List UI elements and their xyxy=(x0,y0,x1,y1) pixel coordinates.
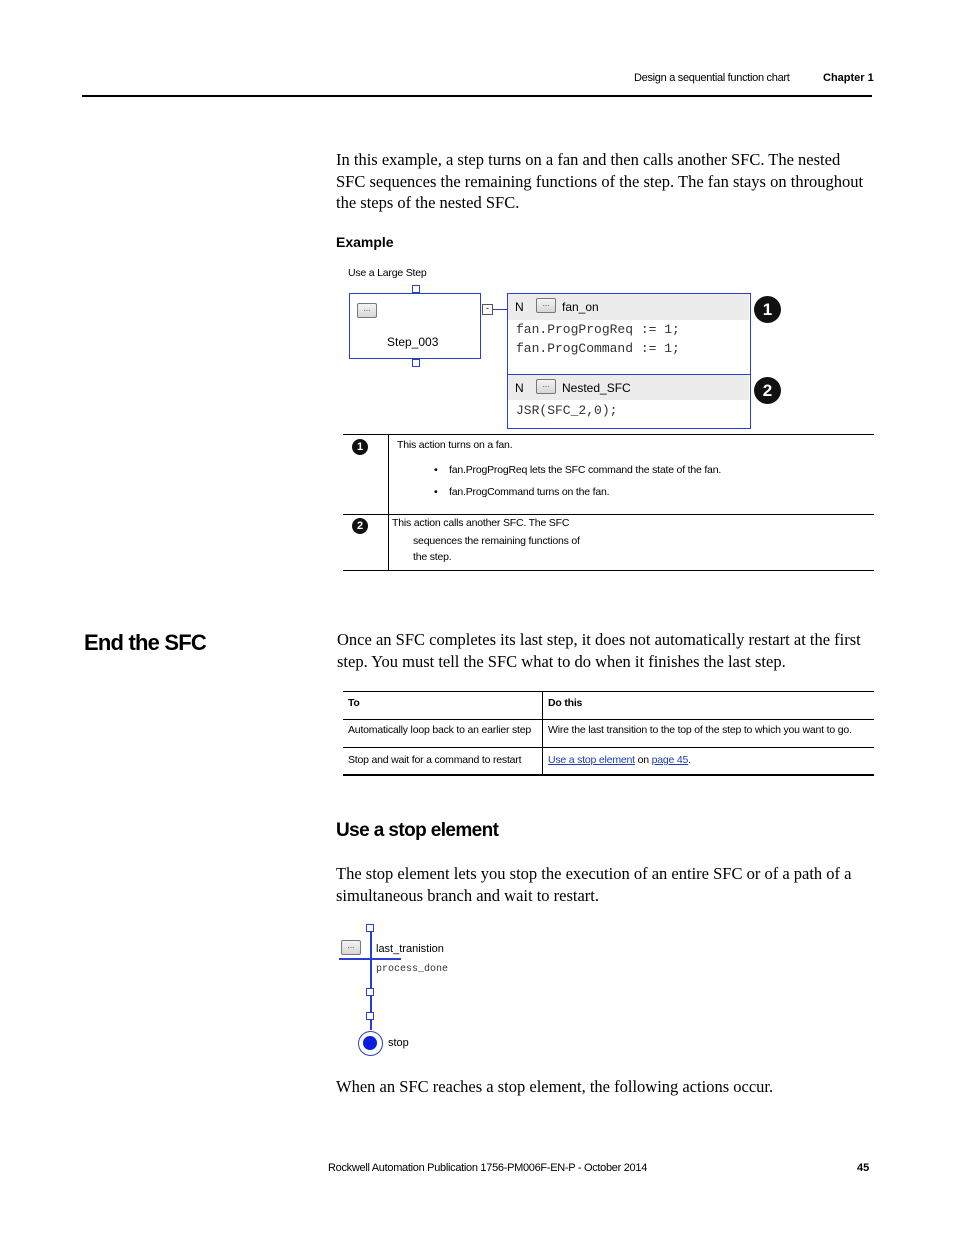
transition-bottom-connector[interactable] xyxy=(366,988,374,996)
row2-do-mid: on xyxy=(634,754,652,766)
stop-icon-center xyxy=(363,1036,377,1050)
legend-mid-rule xyxy=(343,514,874,515)
action-nested-sfc-name: Nested_SFC xyxy=(562,381,631,395)
transition-options-button[interactable]: ... xyxy=(341,940,361,955)
action-fan-on-name: fan_on xyxy=(562,300,599,314)
end-table-bottom-rule xyxy=(343,774,874,776)
section-heading-end-sfc: End the SFC xyxy=(84,630,206,655)
step-top-connector[interactable] xyxy=(412,285,420,293)
transition-condition: process_done xyxy=(376,964,449,975)
collapse-actions-button[interactable]: - xyxy=(482,304,493,315)
step-options-button[interactable]: ... xyxy=(357,303,377,318)
example-heading: Example xyxy=(336,234,394,250)
transition-name: last_tranistion xyxy=(376,943,444,955)
step-box[interactable] xyxy=(349,293,481,359)
legend-row1-bullet: • fan.ProgProgReq lets the SFC command the state of the fan. xyxy=(434,459,854,481)
step-bottom-connector[interactable] xyxy=(412,359,420,367)
legend-row2-line2: sequences the remaining functions of xyxy=(413,535,580,547)
action-nested-sfc[interactable] xyxy=(507,374,751,429)
legend-row2-line1: This action calls another SFC. The SFC xyxy=(392,517,570,529)
end-table-row-rule xyxy=(343,747,874,748)
legend-row1-text: This action turns on a fan. xyxy=(397,439,513,451)
end-table-top-rule xyxy=(343,691,874,692)
callout-2-icon: 2 xyxy=(754,377,781,404)
wire-vertical-stop xyxy=(370,1020,372,1030)
running-header-section: Design a sequential function chart xyxy=(634,72,790,84)
transition-bar[interactable] xyxy=(339,958,401,960)
action-fan-on[interactable] xyxy=(507,293,751,375)
legend-column-divider xyxy=(388,434,389,570)
page-45-link[interactable]: page 45 xyxy=(651,754,689,766)
footer-page-number: 45 xyxy=(857,1162,870,1174)
legend-callout-1-icon: 1 xyxy=(352,439,368,455)
legend-row2-line3: the step. xyxy=(413,551,452,563)
end-table-column-divider xyxy=(542,691,543,775)
transition-top-connector[interactable] xyxy=(366,924,374,932)
intro-paragraph: In this example, a step turns on a fan and then calls another SFC. The nested SFC sequences the remaining functions of the step. The fan stays on throughout the steps of the nested SFC. xyxy=(336,150,864,212)
legend-row1-bullets xyxy=(434,459,854,503)
end-sfc-paragraph: Once an SFC completes its last step, it does not automatically restart at the first step. You must tell the SFC what to do when it finishes the last step. xyxy=(337,630,861,671)
action-fan-on-qualifier: N xyxy=(515,300,524,314)
end-table-row1-do: Wire the last transition to the top of the step to which you want to go. xyxy=(548,724,852,736)
stop-element-paragraph: The stop element lets you stop the execution of an entire SFC or of a path of a simultaneous branch and wait to restart. xyxy=(336,864,852,905)
end-table-header-rule xyxy=(343,719,874,720)
action-nested-sfc-options-button[interactable]: ... xyxy=(536,379,556,394)
legend-callout-2-icon: 2 xyxy=(352,518,368,534)
callout-1-icon: 1 xyxy=(754,296,781,323)
end-table-col1-header: To xyxy=(348,697,360,709)
footer-publication: Rockwell Automation Publication 1756-PM006F-EN-P - October 2014 xyxy=(328,1162,648,1174)
stop-element-closing: When an SFC reaches a stop element, the following actions occur. xyxy=(336,1077,774,1096)
section-heading-use-stop-element: Use a stop element xyxy=(336,820,499,841)
stop-icon[interactable] xyxy=(358,1031,383,1056)
stop-label: stop xyxy=(388,1037,409,1049)
end-table-col2-header: Do this xyxy=(548,697,583,709)
wire-vertical-bottom xyxy=(370,996,372,1012)
figure-caption: Use a Large Step xyxy=(348,267,427,279)
action-nested-sfc-code-line1: JSR(SFC_2,0); xyxy=(516,403,618,418)
legend-bottom-rule xyxy=(343,570,874,571)
row2-do-end: . xyxy=(688,754,691,766)
action-nested-sfc-qualifier: N xyxy=(515,381,524,395)
legend-row1-bullet: • fan.ProgCommand turns on the fan. xyxy=(434,481,854,503)
action-fan-on-code-line2: fan.ProgCommand := 1; xyxy=(516,341,680,356)
header-rule xyxy=(82,95,872,97)
use-stop-element-link[interactable]: Use a stop element xyxy=(548,754,635,766)
end-table-row2-do xyxy=(548,754,691,766)
end-table-row2-to: Stop and wait for a command to restart xyxy=(348,754,522,766)
step-action-link-line xyxy=(493,309,508,310)
running-header-chapter: Chapter 1 xyxy=(823,72,874,84)
step-name: Step_003 xyxy=(387,335,439,349)
stop-top-connector[interactable] xyxy=(366,1012,374,1020)
action-fan-on-code-line1: fan.ProgProgReq := 1; xyxy=(516,322,680,337)
end-table-row1-to: Automatically loop back to an earlier step xyxy=(348,724,532,736)
action-fan-on-options-button[interactable]: ... xyxy=(536,298,556,313)
wire-vertical-top xyxy=(370,932,372,989)
legend-top-rule xyxy=(343,434,874,435)
